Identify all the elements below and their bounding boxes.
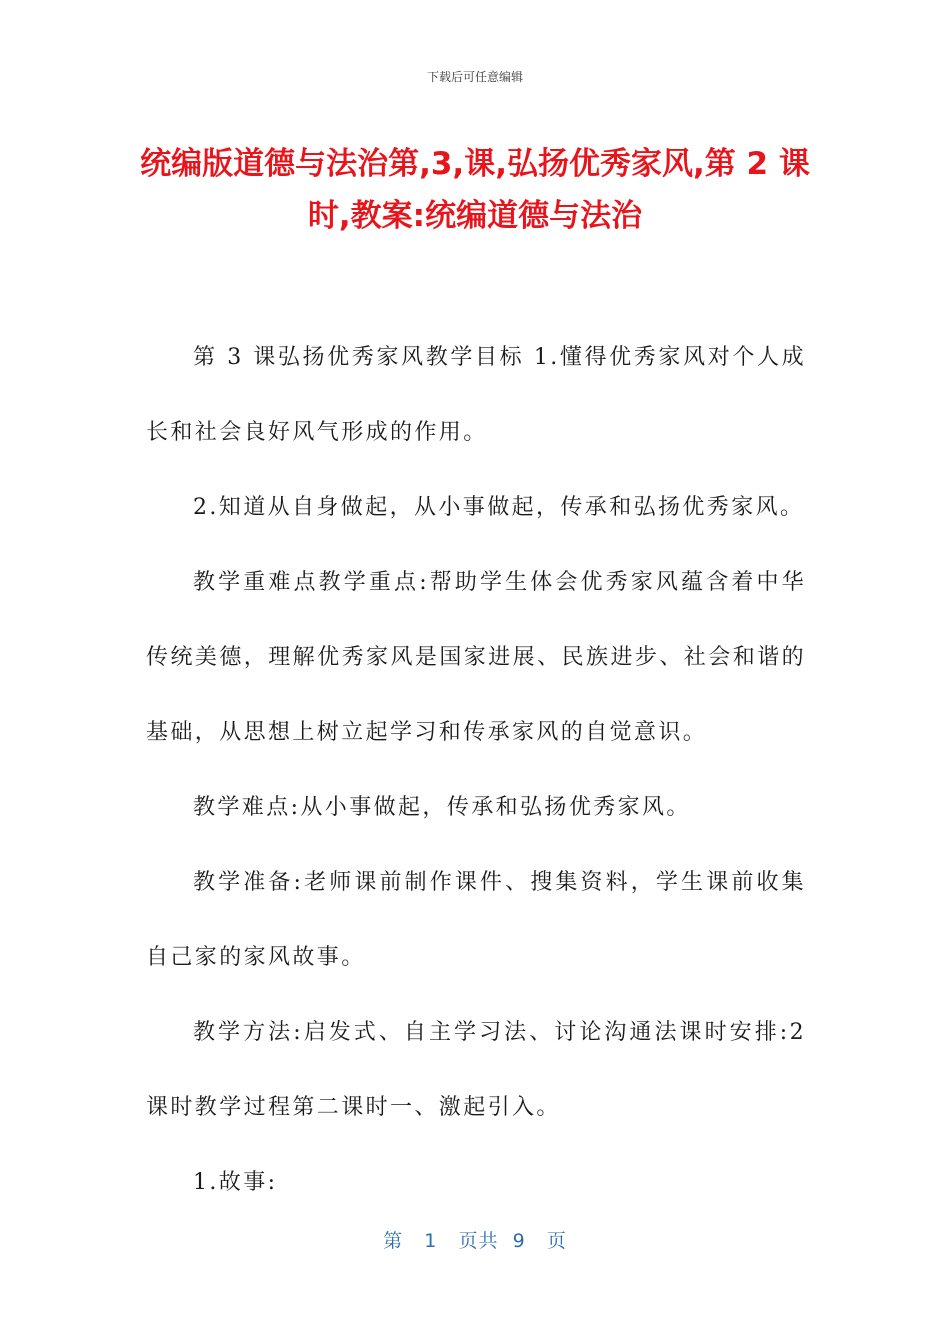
paragraph: 教学方法:启发式、自主学习法、讨论沟通法课时安排:2 课时教学过程第二课时一、激起引入。 [146, 1020, 806, 1120]
paragraph: 教学重难点教学重点:帮助学生体会优秀家风蕴含着中华传统美德，理解优秀家风是国家进展、民族进步、社会和谐的基础，从思想上树立起学习和传承家风的自觉意识。 [146, 570, 806, 745]
paragraph: 教学准备:老师课前制作课件、搜集资料，学生课前收集自己家的家风故事。 [146, 870, 806, 970]
total-page-number: 9 [512, 1230, 526, 1252]
document-title: 统编版道德与法治第,3,课,弘扬优秀家风,第 2 课时,教案:统编道德与法治 [140, 146, 810, 234]
header-note: 下载后可任意编辑 [426, 70, 523, 84]
paragraph: 2.知道从自身做起，从小事做起，传承和弘扬优秀家风。 [193, 495, 805, 520]
current-page-number: 1 [424, 1230, 438, 1252]
footer-middle: 页共 [458, 1230, 499, 1252]
footer-suffix: 页 [546, 1230, 567, 1252]
paragraph: 1.故事: [193, 1170, 278, 1195]
paragraph: 教学难点:从小事做起，传承和弘扬优秀家风。 [193, 795, 691, 820]
document-body [146, 320, 806, 1220]
page-footer [0, 1226, 950, 1253]
paragraph: 第 3 课弘扬优秀家风教学目标 1.懂得优秀家风对个人成长和社会良好风气形成的作用。 [146, 345, 806, 445]
footer-prefix: 第 [383, 1230, 404, 1252]
